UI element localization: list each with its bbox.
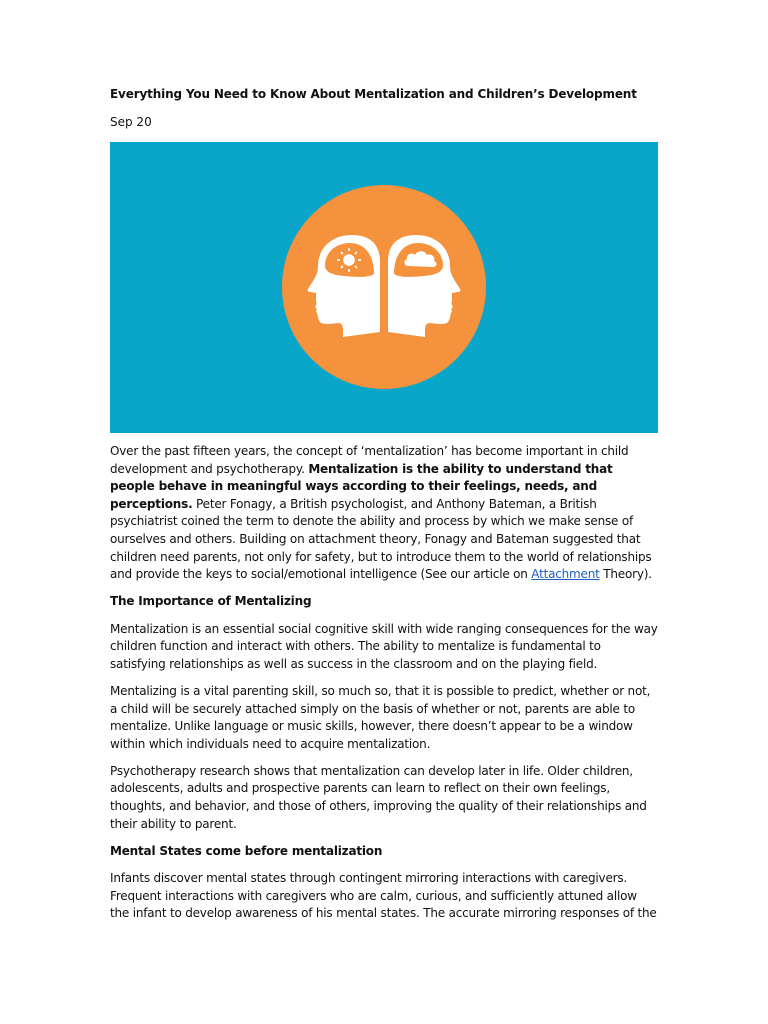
two-heads-thinking-icon	[110, 142, 658, 433]
intro-bold-text: Mentalization is the ability to understand that people behave in meaningful ways according to their feelings, needs, and perceptions.	[110, 461, 613, 511]
paragraph: Mentalization is an essential social cognitive skill with wide ranging consequences for the way children function and interact with others. The ability to mentalize is fundamental to satisfying relationships as well as success in the classroom and on the playing field.	[110, 621, 658, 671]
section-heading-importance: The Importance of Mentalizing	[110, 594, 312, 609]
article-title: Everything You Need to Know About Mentalization and Children’s Development	[110, 87, 637, 101]
paragraph: Infants discover mental states through contingent mirroring interactions with caregivers. Frequent interactions with caregivers who are calm, curious, and sufficiently attuned allow the infant to develop awareness of his mental states. The accurate mirroring responses of the	[110, 871, 657, 921]
intro-text-continued: Peter Fonagy, a British psychologist, and Anthony Bateman, a British psychiatrist coined the term to denote the ability and process by which we make sense of ourselves and others. Building on attachment theory, Fonagy and Bateman suggested that children need parents, not only for safety, but to introduce them to the world of relationships and provide the keys to social/emotional intelligence (See our article on	[110, 496, 652, 582]
article-date: Sep 20	[110, 114, 152, 129]
intro-text: Over the past fifteen years, the concept of ‘mentalization’ has become important in child development and psychotherapy.	[110, 444, 629, 476]
hero-image	[110, 142, 658, 433]
section-heading-mental-states: Mental States come before mentalization	[110, 843, 383, 858]
document-page	[110, 86, 658, 932]
attachment-link[interactable]: Attachment	[531, 567, 600, 582]
paragraph: Psychotherapy research shows that mentalization can develop later in life. Older children, adolescents, adults and prospective parents can learn to reflect on their own feelings, thoughts, and behavior, and those of others, improving the quality of their relationships and their ability to parent.	[110, 763, 647, 831]
intro-text-end: Theory).	[599, 567, 652, 582]
paragraph: Mentalizing is a vital parenting skill, so much so, that it is possible to predict, whether or not, a child will be securely attached simply on the basis of whether or not, parents are able to mentalize. Unlike language or music skills, however, there doesn’t appear to be a window within which individuals need to acquire mentalization.	[110, 683, 651, 751]
intro-paragraph	[110, 443, 658, 584]
